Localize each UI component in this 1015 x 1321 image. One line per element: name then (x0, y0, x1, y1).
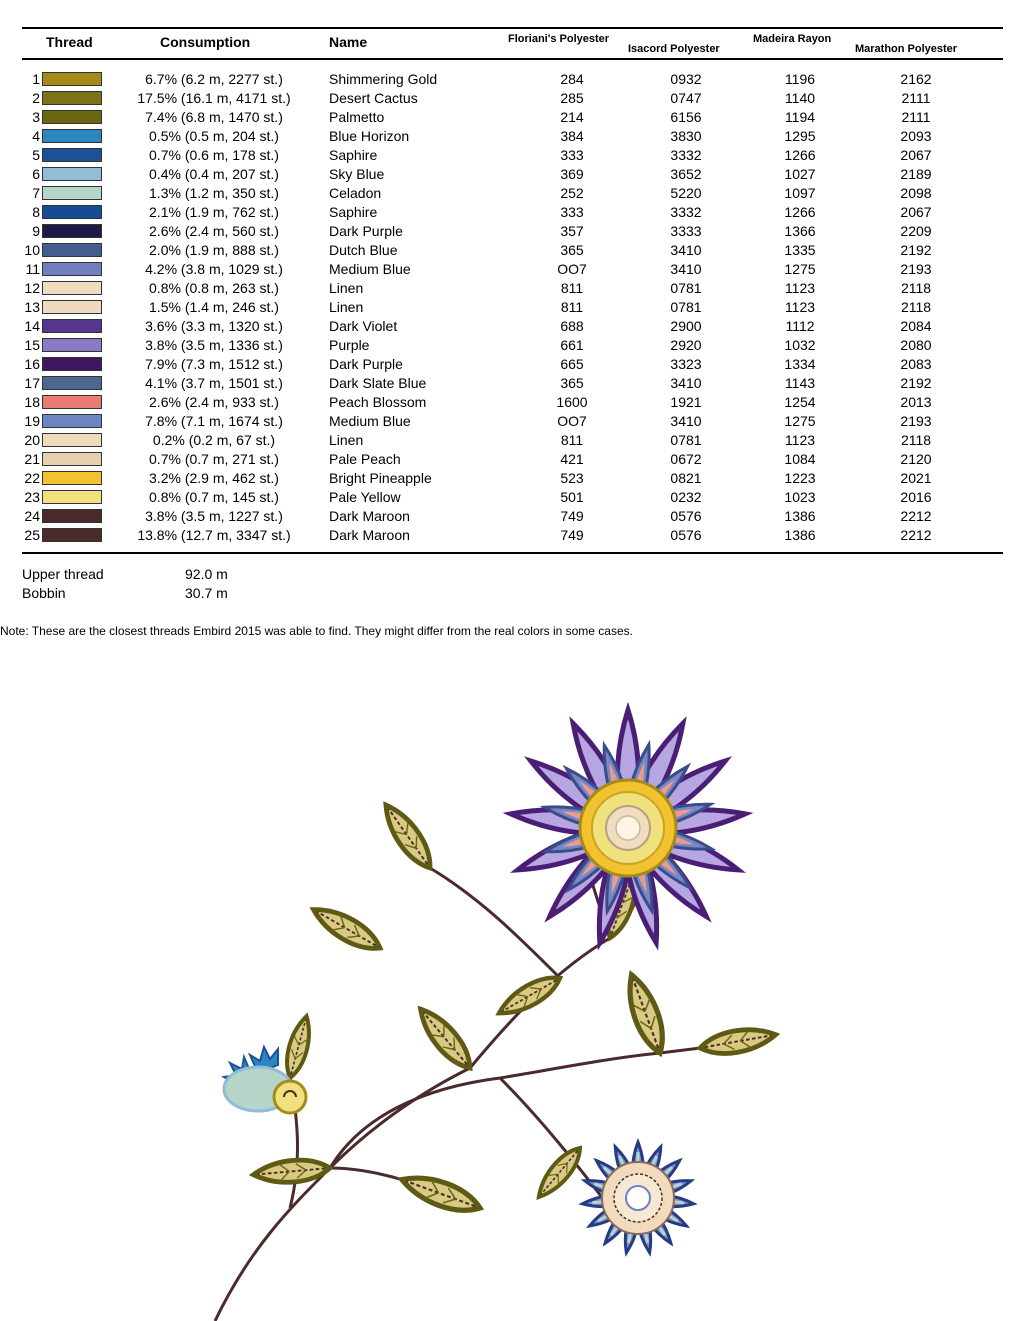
table-row (0, 488, 1015, 507)
consumption-cell: 0.8% (0.7 m, 145 st.) (149, 489, 279, 505)
floriani-code-cell: 811 (560, 280, 584, 296)
thread-number: 5 (32, 147, 40, 163)
consumption-cell: 2.6% (2.4 m, 560 st.) (149, 223, 279, 239)
madeira-code-cell: 1023 (784, 489, 816, 505)
color-swatch (42, 414, 102, 428)
madeira-code-cell: 1123 (784, 432, 816, 448)
thread-name-cell: Bright Pineapple (329, 470, 432, 486)
thread-name-cell: Saphire (329, 204, 378, 220)
header-marathon: Marathon Polyester (855, 43, 958, 55)
isacord-code-cell: 3410 (670, 375, 702, 391)
consumption-cell: 2.6% (2.4 m, 933 st.) (149, 394, 279, 410)
isacord-code-cell: 0232 (670, 489, 702, 505)
madeira-code-cell: 1032 (784, 337, 816, 353)
marathon-code-cell: 2021 (900, 470, 932, 486)
color-swatch (42, 91, 102, 105)
header-name: Name (329, 34, 368, 50)
consumption-cell: 7.9% (7.3 m, 1512 st.) (145, 356, 283, 372)
thread-name-cell: Desert Cactus (329, 90, 418, 106)
isacord-code-cell: 3652 (670, 166, 702, 182)
thread-number: 13 (24, 299, 40, 315)
madeira-code-cell: 1334 (784, 356, 816, 372)
consumption-cell: 0.8% (0.8 m, 263 st.) (149, 280, 279, 296)
marathon-code-cell: 2192 (900, 242, 932, 258)
thread-name-cell: Palmetto (329, 109, 385, 125)
marathon-code-cell: 2193 (900, 261, 932, 277)
color-swatch (42, 490, 102, 504)
thread-number: 21 (24, 451, 40, 467)
marathon-code-cell: 2189 (900, 166, 932, 182)
consumption-cell: 0.7% (0.6 m, 178 st.) (149, 147, 279, 163)
madeira-code-cell: 1295 (784, 128, 816, 144)
marathon-code-cell: 2162 (900, 71, 932, 87)
marathon-code-cell: 2111 (901, 109, 931, 125)
madeira-code-cell: 1027 (784, 166, 816, 182)
thread-name-cell: Dutch Blue (329, 242, 398, 258)
consumption-cell: 4.2% (3.8 m, 1029 st.) (145, 261, 283, 277)
isacord-code-cell: 0747 (670, 90, 702, 106)
table-row (0, 355, 1015, 374)
thread-number: 10 (24, 242, 40, 258)
thread-number: 25 (24, 527, 40, 543)
thread-number: 18 (24, 394, 40, 410)
marathon-code-cell: 2084 (900, 318, 932, 334)
marathon-code-cell: 2083 (900, 356, 932, 372)
color-swatch (42, 281, 102, 295)
table-row (0, 450, 1015, 469)
upper-thread-label: Upper thread (22, 566, 104, 582)
consumption-cell: 2.0% (1.9 m, 888 st.) (149, 242, 279, 258)
floriani-code-cell: 365 (560, 375, 584, 391)
thread-name-cell: Dark Purple (329, 356, 403, 372)
floriani-code-cell: 421 (560, 451, 584, 467)
thread-number: 1 (32, 71, 40, 87)
marathon-code-cell: 2212 (900, 508, 932, 524)
madeira-code-cell: 1335 (784, 242, 816, 258)
bobbin-label: Bobbin (22, 585, 66, 601)
floriani-code-cell: 749 (560, 527, 584, 543)
thread-number: 14 (24, 318, 40, 334)
floriani-code-cell: 384 (560, 128, 584, 144)
madeira-code-cell: 1223 (784, 470, 816, 486)
embroidery-design-preview (0, 648, 1015, 1321)
thread-name-cell: Pale Peach (329, 451, 401, 467)
thread-name-cell: Medium Blue (329, 261, 411, 277)
color-swatch (42, 338, 102, 352)
marathon-code-cell: 2118 (900, 280, 932, 296)
thread-name-cell: Celadon (329, 185, 382, 201)
color-swatch (42, 243, 102, 257)
floriani-code-cell: 523 (560, 470, 584, 486)
isacord-code-cell: 3333 (670, 223, 702, 239)
table-row (0, 279, 1015, 298)
floriani-code-cell: 688 (560, 318, 584, 334)
header-thread: Thread (46, 34, 93, 50)
madeira-code-cell: 1084 (784, 451, 816, 467)
marathon-code-cell: 2212 (900, 527, 932, 543)
madeira-code-cell: 1196 (784, 71, 816, 87)
color-swatch (42, 224, 102, 238)
isacord-code-cell: 0576 (670, 508, 702, 524)
thread-name-cell: Dark Maroon (329, 508, 410, 524)
isacord-code-cell: 0576 (670, 527, 702, 543)
thread-name-cell: Peach Blossom (329, 394, 427, 410)
isacord-code-cell: 3410 (670, 413, 702, 429)
isacord-code-cell: 3332 (670, 204, 702, 220)
floriani-code-cell: 369 (560, 166, 584, 182)
floriani-code-cell: 285 (560, 90, 584, 106)
color-swatch (42, 129, 102, 143)
color-swatch (42, 148, 102, 162)
madeira-code-cell: 1275 (784, 261, 816, 277)
consumption-cell: 13.8% (12.7 m, 3347 st.) (137, 527, 291, 543)
thread-number: 4 (32, 128, 40, 144)
header-floriani: Floriani's Polyester (508, 33, 610, 45)
isacord-code-cell: 2900 (670, 318, 702, 334)
table-row (0, 412, 1015, 431)
thread-number: 7 (32, 185, 40, 201)
color-swatch (42, 528, 102, 542)
color-swatch (42, 72, 102, 86)
thread-name-cell: Dark Purple (329, 223, 403, 239)
isacord-code-cell: 3323 (670, 356, 702, 372)
thread-name-cell: Dark Maroon (329, 527, 410, 543)
table-row (0, 222, 1015, 241)
madeira-code-cell: 1366 (784, 223, 816, 239)
floriani-code-cell: 501 (560, 489, 584, 505)
table-row (0, 507, 1015, 526)
table-row (0, 374, 1015, 393)
thread-name-cell: Sky Blue (329, 166, 385, 182)
floriani-code-cell: 357 (560, 223, 584, 239)
table-header-rule (22, 58, 1003, 60)
table-row (0, 70, 1015, 89)
madeira-code-cell: 1254 (784, 394, 816, 410)
small-blue-flower (582, 1142, 695, 1254)
floriani-code-cell: 811 (560, 299, 584, 315)
madeira-code-cell: 1266 (784, 147, 816, 163)
table-row (0, 336, 1015, 355)
consumption-cell: 0.2% (0.2 m, 67 st.) (152, 432, 276, 448)
table-row (0, 203, 1015, 222)
isacord-code-cell: 0781 (670, 280, 702, 296)
marathon-code-cell: 2098 (900, 185, 932, 201)
floriani-code-cell: 333 (560, 147, 584, 163)
floriani-code-cell: 749 (560, 508, 584, 524)
floriani-code-cell: 1600 (556, 394, 588, 410)
color-swatch (42, 300, 102, 314)
isacord-code-cell: 0781 (670, 432, 702, 448)
thread-number: 11 (25, 261, 40, 277)
thread-name-cell: Pale Yellow (329, 489, 401, 505)
isacord-code-cell: 0821 (670, 470, 702, 486)
marathon-code-cell: 2193 (900, 413, 932, 429)
color-swatch (42, 186, 102, 200)
table-top-rule (22, 27, 1003, 29)
thread-name-cell: Saphire (329, 147, 378, 163)
thread-number: 3 (32, 109, 40, 125)
color-swatch (42, 262, 102, 276)
isacord-code-cell: 3410 (670, 242, 702, 258)
marathon-code-cell: 2013 (900, 394, 932, 410)
isacord-code-cell: 3332 (670, 147, 702, 163)
color-swatch (42, 376, 102, 390)
note-text: Note: These are the closest threads Embird 2015 was able to find. They might differ from the real colors in some cases. (0, 624, 633, 638)
header-madeira: Madeira Rayon (753, 33, 832, 45)
madeira-code-cell: 1123 (784, 299, 816, 315)
madeira-code-cell: 1112 (785, 318, 815, 334)
table-row (0, 127, 1015, 146)
table-row (0, 108, 1015, 127)
table-row (0, 184, 1015, 203)
madeira-code-cell: 1140 (784, 90, 816, 106)
thread-number: 19 (24, 413, 40, 429)
thread-number: 16 (24, 356, 40, 372)
color-swatch (42, 357, 102, 371)
consumption-cell: 3.2% (2.9 m, 462 st.) (149, 470, 279, 486)
table-bottom-rule (22, 552, 1003, 554)
madeira-code-cell: 1386 (784, 508, 816, 524)
floriani-code-cell: 333 (560, 204, 584, 220)
consumption-cell: 0.5% (0.5 m, 204 st.) (149, 128, 279, 144)
color-swatch (42, 395, 102, 409)
table-row (0, 298, 1015, 317)
isacord-code-cell: 2920 (670, 337, 702, 353)
table-row (0, 241, 1015, 260)
table-row (0, 89, 1015, 108)
marathon-code-cell: 2016 (900, 489, 932, 505)
thread-number: 24 (24, 508, 40, 524)
table-row (0, 393, 1015, 412)
table-row (0, 165, 1015, 184)
table-row (0, 260, 1015, 279)
thread-name-cell: Linen (329, 280, 364, 296)
madeira-code-cell: 1143 (784, 375, 816, 391)
marathon-code-cell: 2080 (900, 337, 932, 353)
thread-number: 12 (24, 280, 40, 296)
thread-name-cell: Medium Blue (329, 413, 411, 429)
consumption-cell: 3.6% (3.3 m, 1320 st.) (145, 318, 283, 334)
thread-number: 23 (24, 489, 40, 505)
floriani-code-cell: 365 (560, 242, 584, 258)
header-consumption: Consumption (160, 34, 251, 50)
madeira-code-cell: 1275 (784, 413, 816, 429)
color-swatch (42, 471, 102, 485)
color-swatch (42, 205, 102, 219)
color-swatch (42, 110, 102, 124)
consumption-cell: 3.8% (3.5 m, 1336 st.) (145, 337, 283, 353)
isacord-code-cell: 6156 (670, 109, 702, 125)
floriani-code-cell: 252 (560, 185, 584, 201)
floriani-code-cell: 665 (560, 356, 584, 372)
marathon-code-cell: 2067 (900, 204, 932, 220)
madeira-code-cell: 1266 (784, 204, 816, 220)
madeira-code-cell: 1386 (784, 527, 816, 543)
thread-number: 2 (32, 90, 40, 106)
table-row (0, 431, 1015, 450)
consumption-cell: 0.7% (0.7 m, 271 st.) (149, 451, 279, 467)
thread-number: 6 (32, 166, 40, 182)
consumption-cell: 1.3% (1.2 m, 350 st.) (149, 185, 279, 201)
floriani-code-cell: 284 (560, 71, 584, 87)
thread-name-cell: Blue Horizon (329, 128, 410, 144)
header-isacord: Isacord Polyester (628, 43, 720, 55)
marathon-code-cell: 2120 (900, 451, 932, 467)
isacord-code-cell: 3830 (670, 128, 702, 144)
marathon-code-cell: 2118 (900, 299, 932, 315)
bobbin-value: 30.7 m (185, 585, 228, 601)
color-swatch (42, 433, 102, 447)
thread-name-cell: Dark Violet (329, 318, 398, 334)
consumption-cell: 1.5% (1.4 m, 246 st.) (149, 299, 279, 315)
table-row (0, 469, 1015, 488)
madeira-code-cell: 1097 (784, 185, 816, 201)
marathon-code-cell: 2067 (900, 147, 932, 163)
thread-number: 15 (24, 337, 40, 353)
marathon-code-cell: 2111 (901, 90, 931, 106)
consumption-cell: 2.1% (1.9 m, 762 st.) (149, 204, 279, 220)
thread-number: 22 (24, 470, 40, 486)
floriani-code-cell: 661 (560, 337, 584, 353)
thread-number: 9 (32, 223, 40, 239)
thread-number: 20 (24, 432, 40, 448)
floriani-code-cell: OO7 (557, 413, 587, 429)
consumption-cell: 6.7% (6.2 m, 2277 st.) (145, 71, 283, 87)
floriani-code-cell: 214 (560, 109, 584, 125)
marathon-code-cell: 2093 (900, 128, 932, 144)
thread-name-cell: Linen (329, 299, 364, 315)
thread-name-cell: Shimmering Gold (329, 71, 438, 87)
consumption-cell: 4.1% (3.7 m, 1501 st.) (145, 375, 283, 391)
color-swatch (42, 319, 102, 333)
isacord-code-cell: 5220 (670, 185, 702, 201)
consumption-cell: 0.4% (0.4 m, 207 st.) (149, 166, 279, 182)
marathon-code-cell: 2192 (900, 375, 932, 391)
thread-number: 8 (32, 204, 40, 220)
table-row (0, 526, 1015, 545)
madeira-code-cell: 1194 (784, 109, 816, 125)
isacord-code-cell: 0932 (670, 71, 702, 87)
table-row (0, 146, 1015, 165)
marathon-code-cell: 2118 (900, 432, 932, 448)
consumption-cell: 17.5% (16.1 m, 4171 st.) (137, 90, 291, 106)
thread-name-cell: Purple (329, 337, 370, 353)
upper-thread-value: 92.0 m (185, 566, 228, 582)
floriani-code-cell: OO7 (557, 261, 587, 277)
isacord-code-cell: 1921 (670, 394, 702, 410)
consumption-cell: 7.4% (6.8 m, 1470 st.) (145, 109, 283, 125)
consumption-cell: 7.8% (7.1 m, 1674 st.) (145, 413, 283, 429)
marathon-code-cell: 2209 (900, 223, 932, 239)
thread-name-cell: Linen (329, 432, 364, 448)
color-swatch (42, 509, 102, 523)
isacord-code-cell: 0781 (670, 299, 702, 315)
consumption-cell: 3.8% (3.5 m, 1227 st.) (145, 508, 283, 524)
madeira-code-cell: 1123 (784, 280, 816, 296)
thread-number: 17 (24, 375, 40, 391)
color-swatch (42, 452, 102, 466)
isacord-code-cell: 3410 (670, 261, 702, 277)
table-row (0, 317, 1015, 336)
floriani-code-cell: 811 (560, 432, 584, 448)
color-swatch (42, 167, 102, 181)
thread-name-cell: Dark Slate Blue (329, 375, 427, 391)
isacord-code-cell: 0672 (670, 451, 702, 467)
